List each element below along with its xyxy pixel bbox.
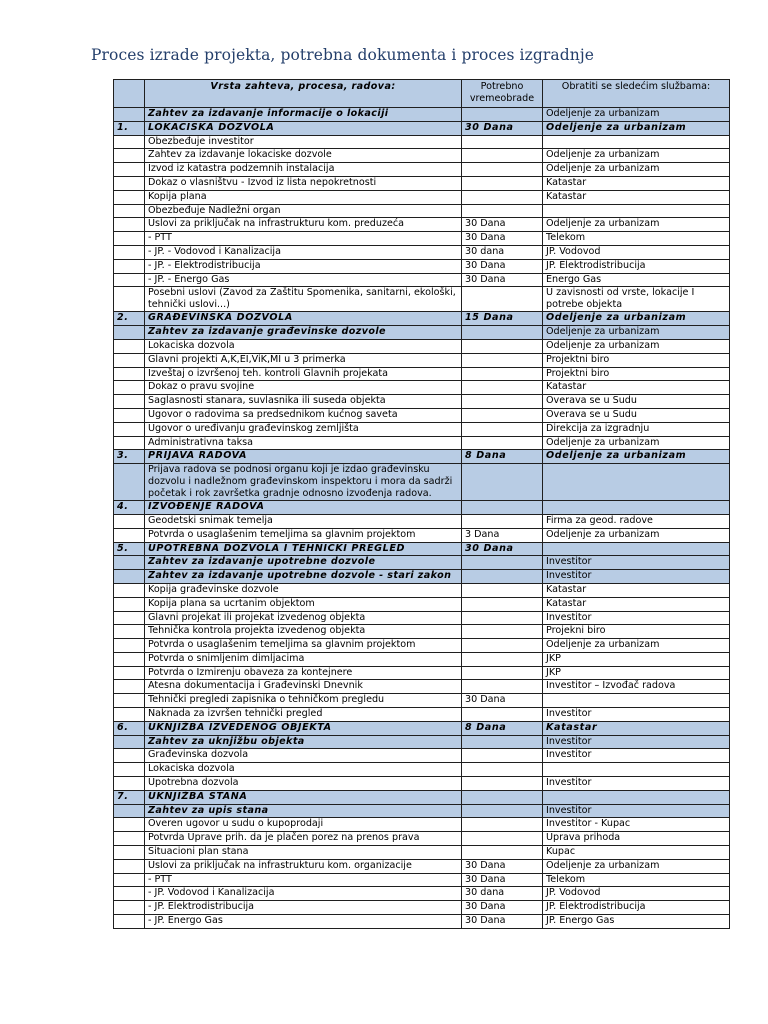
- cell-description: Uslovi za priključak na infrastrukturu kom. preduzeća: [145, 218, 462, 232]
- cell-time: 30 dana: [462, 887, 543, 901]
- cell-number: 6.: [114, 721, 145, 735]
- section-row: [114, 542, 730, 556]
- process-table: [113, 79, 730, 929]
- request-row: [114, 570, 730, 584]
- cell-office: Investitor: [543, 708, 730, 722]
- cell-time: [462, 680, 543, 694]
- cell-number: [114, 353, 145, 367]
- cell-office: Investitor: [543, 777, 730, 791]
- cell-number: [114, 859, 145, 873]
- cell-time: 15 Dana: [462, 312, 543, 326]
- cell-office: Direkcija za izgradnju: [543, 422, 730, 436]
- cell-office: [543, 542, 730, 556]
- cell-office: Telekom: [543, 232, 730, 246]
- cell-office: JKP: [543, 666, 730, 680]
- cell-description: Prijava radova se podnosi organu koji je izdao građevinsku dozvolu i nadležnom građevinskom inspektoru i mora da sadrži početak i rok završetka gradnje odnosno izvođenja radova.: [145, 464, 462, 501]
- request-row: [114, 556, 730, 570]
- cell-description: Situacioni plan stana: [145, 846, 462, 860]
- table-row: [114, 259, 730, 273]
- table-body: [114, 108, 730, 929]
- cell-description: Atesna dokumentacija i Građevinski Dnevnik: [145, 680, 462, 694]
- cell-time: [462, 846, 543, 860]
- cell-office: Katastar: [543, 597, 730, 611]
- request-row: [114, 735, 730, 749]
- table-row: [114, 818, 730, 832]
- cell-number: [114, 597, 145, 611]
- cell-number: [114, 273, 145, 287]
- cell-time: [462, 625, 543, 639]
- table-row: [114, 273, 730, 287]
- table-row: [114, 597, 730, 611]
- table-row: [114, 245, 730, 259]
- cell-number: [114, 326, 145, 340]
- cell-number: [114, 108, 145, 122]
- cell-office: [543, 204, 730, 218]
- section-row: [114, 790, 730, 804]
- cell-office: JP. Vodovod: [543, 245, 730, 259]
- cell-time: [462, 464, 543, 501]
- cell-description: Upotrebna dozvola: [145, 777, 462, 791]
- cell-time: [462, 749, 543, 763]
- cell-description: Dokaz o pravu svojine: [145, 381, 462, 395]
- cell-office: Odeljenje za urbanizam: [543, 163, 730, 177]
- section-row: [114, 501, 730, 515]
- cell-office: Overava se u Sudu: [543, 395, 730, 409]
- cell-number: 5.: [114, 542, 145, 556]
- cell-number: [114, 652, 145, 666]
- cell-description: Potvrda Uprave prih. da je plačen porez na prenos prava: [145, 832, 462, 846]
- cell-number: [114, 232, 145, 246]
- cell-number: 3.: [114, 450, 145, 464]
- cell-number: [114, 245, 145, 259]
- cell-office: [543, 135, 730, 149]
- cell-description: Zahtev za izdavanje lokaciske dozvole: [145, 149, 462, 163]
- cell-office: Odeljenje za urbanizam: [543, 450, 730, 464]
- cell-description: - JP. Elektrodistribucija: [145, 901, 462, 915]
- cell-office: Odeljenje za urbanizam: [543, 859, 730, 873]
- table-row: [114, 915, 730, 929]
- cell-description: Potvrda o snimljenim dimljacima: [145, 652, 462, 666]
- cell-time: [462, 597, 543, 611]
- table-row: [114, 666, 730, 680]
- cell-number: [114, 436, 145, 450]
- cell-office: Katastar: [543, 176, 730, 190]
- cell-office: Overava se u Sudu: [543, 408, 730, 422]
- cell-number: [114, 583, 145, 597]
- cell-number: [114, 818, 145, 832]
- cell-number: [114, 804, 145, 818]
- table-row: [114, 528, 730, 542]
- request-row: [114, 804, 730, 818]
- cell-number: 2.: [114, 312, 145, 326]
- cell-office: Odeljenje za urbanizam: [543, 326, 730, 340]
- section-row: [114, 121, 730, 135]
- cell-description: Uslovi za priključak na infrastrukturu kom. organizacije: [145, 859, 462, 873]
- cell-number: [114, 339, 145, 353]
- table-header-row: [114, 80, 730, 108]
- cell-time: [462, 353, 543, 367]
- cell-description: Glavni projekti A,K,EI,ViK,MI u 3 primerka: [145, 353, 462, 367]
- cell-number: 1.: [114, 121, 145, 135]
- table-row: [114, 832, 730, 846]
- cell-description: GRAĐEVINSKA DOZVOLA: [145, 312, 462, 326]
- cell-office: Energo Gas: [543, 273, 730, 287]
- header-number: [114, 80, 145, 108]
- cell-time: [462, 804, 543, 818]
- cell-number: [114, 408, 145, 422]
- cell-office: Katastar: [543, 381, 730, 395]
- cell-time: [462, 176, 543, 190]
- table-row: [114, 625, 730, 639]
- table-row: [114, 408, 730, 422]
- cell-description: UKNJIŽBA IZVEDENOG OBJEKTA: [145, 721, 462, 735]
- cell-description: PRIJAVA RADOVA: [145, 450, 462, 464]
- cell-office: JP. Energo Gas: [543, 915, 730, 929]
- cell-description: Zahtev za upis stana: [145, 804, 462, 818]
- cell-number: [114, 259, 145, 273]
- cell-description: UKNJIŽBA STANA: [145, 790, 462, 804]
- cell-time: [462, 339, 543, 353]
- cell-description: Kopija plana: [145, 190, 462, 204]
- cell-number: 7.: [114, 790, 145, 804]
- table-row: [114, 287, 730, 312]
- table-row: [114, 639, 730, 653]
- cell-time: 30 dana: [462, 245, 543, 259]
- cell-office: JKP: [543, 652, 730, 666]
- cell-office: Odeljenje za urbanizam: [543, 436, 730, 450]
- table-row: [114, 149, 730, 163]
- cell-office: [543, 464, 730, 501]
- cell-number: [114, 639, 145, 653]
- table-row: [114, 176, 730, 190]
- cell-office: Odeljenje za urbanizam: [543, 121, 730, 135]
- cell-number: [114, 163, 145, 177]
- cell-time: [462, 652, 543, 666]
- cell-office: Katastar: [543, 190, 730, 204]
- cell-description: - JP. - Vodovod i Kanalizacija: [145, 245, 462, 259]
- cell-office: Investitor: [543, 556, 730, 570]
- cell-time: [462, 611, 543, 625]
- cell-time: 30 Dana: [462, 859, 543, 873]
- cell-office: Odeljenje za urbanizam: [543, 108, 730, 122]
- cell-number: [114, 381, 145, 395]
- cell-office: Odeljenje za urbanizam: [543, 149, 730, 163]
- cell-description: Glavni projekat ili projekat izvedenog objekta: [145, 611, 462, 625]
- cell-description: - JP. - Elektrodistribucija: [145, 259, 462, 273]
- cell-office: Projekni biro: [543, 625, 730, 639]
- cell-time: [462, 367, 543, 381]
- cell-time: [462, 408, 543, 422]
- cell-time: [462, 135, 543, 149]
- cell-number: [114, 763, 145, 777]
- cell-number: [114, 528, 145, 542]
- cell-office: JP. Elektrodistribucija: [543, 259, 730, 273]
- cell-time: [462, 763, 543, 777]
- table-row: [114, 611, 730, 625]
- table-row: [114, 381, 730, 395]
- cell-time: [462, 501, 543, 515]
- cell-office: JP. Vodovod: [543, 887, 730, 901]
- cell-number: 4.: [114, 501, 145, 515]
- section-row: [114, 721, 730, 735]
- cell-number: [114, 204, 145, 218]
- cell-time: [462, 818, 543, 832]
- cell-description: - JP. Vodovod i Kanalizacija: [145, 887, 462, 901]
- cell-number: [114, 901, 145, 915]
- cell-number: [114, 887, 145, 901]
- section-row: [114, 312, 730, 326]
- request-row: [114, 108, 730, 122]
- table-row: [114, 422, 730, 436]
- cell-number: [114, 149, 145, 163]
- cell-description: - JP. - Energo Gas: [145, 273, 462, 287]
- cell-description: Potvrda o usaglašenim temeljima sa glavnim projektom: [145, 528, 462, 542]
- table-row: [114, 763, 730, 777]
- table-row: [114, 708, 730, 722]
- table-row: [114, 163, 730, 177]
- cell-description: - PTT: [145, 873, 462, 887]
- request-row: [114, 326, 730, 340]
- cell-time: [462, 163, 543, 177]
- cell-number: [114, 556, 145, 570]
- page-title: Proces izrade projekta, potrebna dokumenta i proces izgradnje: [91, 46, 595, 64]
- table-row: [114, 652, 730, 666]
- cell-description: Saglasnosti stanara, suvlasnika ili suseda objekta: [145, 395, 462, 409]
- header-description: Vrsta zahteva, procesa, radova:: [145, 80, 462, 108]
- cell-time: [462, 583, 543, 597]
- cell-time: 30 Dana: [462, 259, 543, 273]
- cell-office: [543, 694, 730, 708]
- cell-number: [114, 395, 145, 409]
- cell-description: UPOTREBNA DOZVOLA I TEHNIČKI PREGLED: [145, 542, 462, 556]
- cell-office: Kupac: [543, 846, 730, 860]
- cell-description: Potvrda o usaglašenim temeljima sa glavnim projektom: [145, 639, 462, 653]
- cell-number: [114, 287, 145, 312]
- cell-office: [543, 501, 730, 515]
- cell-description: Dokaz o vlasništvu - Izvod iz lista nepokretnosti: [145, 176, 462, 190]
- cell-time: 30 Dana: [462, 273, 543, 287]
- table-row: [114, 901, 730, 915]
- cell-office: Telekom: [543, 873, 730, 887]
- cell-number: [114, 190, 145, 204]
- cell-time: [462, 436, 543, 450]
- cell-office: Investitor: [543, 749, 730, 763]
- cell-description: Ugovor o uređivanju građevinskog zemljišta: [145, 422, 462, 436]
- cell-time: [462, 381, 543, 395]
- cell-time: [462, 790, 543, 804]
- cell-office: Katastar: [543, 721, 730, 735]
- cell-description: Zahtev za izdavanje upotrebne dozvole: [145, 556, 462, 570]
- cell-number: [114, 611, 145, 625]
- table-row: [114, 846, 730, 860]
- cell-office: Uprava prihoda: [543, 832, 730, 846]
- cell-number: [114, 367, 145, 381]
- table-row: [114, 436, 730, 450]
- cell-time: 8 Dana: [462, 450, 543, 464]
- cell-office: Odeljenje za urbanizam: [543, 339, 730, 353]
- cell-description: Overen ugovor u sudu o kupoprodaji: [145, 818, 462, 832]
- cell-time: [462, 204, 543, 218]
- cell-description: Kopija plana sa ucrtanim objektom: [145, 597, 462, 611]
- header-time: Potrebno vremeobrade: [462, 80, 543, 108]
- table-row: [114, 353, 730, 367]
- cell-time: 30 Dana: [462, 915, 543, 929]
- cell-office: Odeljenje za urbanizam: [543, 218, 730, 232]
- cell-description: Tehnički pregledi zapisnika o tehničkom pregledu: [145, 694, 462, 708]
- cell-time: [462, 777, 543, 791]
- cell-number: [114, 625, 145, 639]
- cell-time: [462, 570, 543, 584]
- table-row: [114, 514, 730, 528]
- table-row: [114, 367, 730, 381]
- cell-number: [114, 680, 145, 694]
- cell-description: Ugovor o radovima sa predsednikom kućnog saveta: [145, 408, 462, 422]
- cell-office: Odeljenje za urbanizam: [543, 312, 730, 326]
- cell-number: [114, 708, 145, 722]
- section-row: [114, 450, 730, 464]
- cell-time: [462, 735, 543, 749]
- cell-description: Obezbeđuje investitor: [145, 135, 462, 149]
- cell-office: U zavisnosti od vrste, lokacije I potrebe objekta: [543, 287, 730, 312]
- cell-number: [114, 464, 145, 501]
- cell-office: Projektni biro: [543, 367, 730, 381]
- cell-description: Građevinska dozvola: [145, 749, 462, 763]
- table-row: [114, 873, 730, 887]
- cell-number: [114, 666, 145, 680]
- table-row: [114, 204, 730, 218]
- cell-time: 30 Dana: [462, 873, 543, 887]
- cell-description: IZVOĐENJE RADOVA: [145, 501, 462, 515]
- table-row: [114, 680, 730, 694]
- cell-time: 30 Dana: [462, 121, 543, 135]
- cell-number: [114, 846, 145, 860]
- cell-description: LOKACISKA DOZVOLA: [145, 121, 462, 135]
- cell-time: 30 Dana: [462, 542, 543, 556]
- cell-office: Odeljenje za urbanizam: [543, 528, 730, 542]
- cell-time: [462, 190, 543, 204]
- cell-office: Firma za geod. radove: [543, 514, 730, 528]
- cell-time: [462, 108, 543, 122]
- cell-description: Zahtev za uknjižbu objekta: [145, 735, 462, 749]
- cell-time: [462, 422, 543, 436]
- cell-description: Tehnička kontrola projekta izvedenog objekta: [145, 625, 462, 639]
- table-row: [114, 749, 730, 763]
- cell-time: [462, 326, 543, 340]
- cell-number: [114, 915, 145, 929]
- table-row: [114, 777, 730, 791]
- cell-office: Investitor - Kupac: [543, 818, 730, 832]
- table-row: [114, 583, 730, 597]
- cell-number: [114, 777, 145, 791]
- cell-time: [462, 708, 543, 722]
- cell-time: 3 Dana: [462, 528, 543, 542]
- cell-office: JP. Elektrodistribucija: [543, 901, 730, 915]
- cell-time: 30 Dana: [462, 218, 543, 232]
- cell-description: Izvod iz katastra podzemnih instalacija: [145, 163, 462, 177]
- table-row: [114, 218, 730, 232]
- cell-number: [114, 735, 145, 749]
- table-row: [114, 694, 730, 708]
- cell-description: Zahtev za izdavanje građevinske dozvole: [145, 326, 462, 340]
- cell-office: Katastar: [543, 583, 730, 597]
- cell-number: [114, 832, 145, 846]
- cell-description: Posebni uslovi (Zavod za Zaštitu Spomenika, sanitarni, ekološki, tehnički uslovi...): [145, 287, 462, 312]
- cell-office: [543, 763, 730, 777]
- table-row: [114, 464, 730, 501]
- cell-description: Zahtev za izdavanje upotrebne dozvole - stari zakon: [145, 570, 462, 584]
- cell-number: [114, 694, 145, 708]
- cell-office: Investitor – Izvođač radova: [543, 680, 730, 694]
- cell-number: [114, 514, 145, 528]
- table-row: [114, 232, 730, 246]
- cell-office: Projektni biro: [543, 353, 730, 367]
- table-row: [114, 859, 730, 873]
- cell-office: [543, 790, 730, 804]
- cell-number: [114, 422, 145, 436]
- table-row: [114, 135, 730, 149]
- cell-number: [114, 570, 145, 584]
- cell-description: Potvrda o Izmirenju obaveza za kontejnere: [145, 666, 462, 680]
- cell-time: [462, 832, 543, 846]
- cell-time: [462, 287, 543, 312]
- cell-time: [462, 556, 543, 570]
- cell-description: Kopija građevinske dozvole: [145, 583, 462, 597]
- cell-time: 8 Dana: [462, 721, 543, 735]
- cell-description: Izveštaj o izvršenoj teh. kontroli Glavnih projekata: [145, 367, 462, 381]
- cell-description: Lokaciska dozvola: [145, 763, 462, 777]
- cell-description: Administrativna taksa: [145, 436, 462, 450]
- cell-description: - PTT: [145, 232, 462, 246]
- cell-number: [114, 218, 145, 232]
- cell-description: Lokaciska dozvola: [145, 339, 462, 353]
- cell-number: [114, 873, 145, 887]
- cell-number: [114, 749, 145, 763]
- cell-description: Obezbeđuje Nadležni organ: [145, 204, 462, 218]
- cell-office: Investitor: [543, 611, 730, 625]
- cell-description: Naknada za izvršen tehnički pregled: [145, 708, 462, 722]
- cell-time: 30 Dana: [462, 694, 543, 708]
- cell-office: Investitor: [543, 735, 730, 749]
- cell-number: [114, 135, 145, 149]
- cell-description: - JP. Energo Gas: [145, 915, 462, 929]
- table-row: [114, 395, 730, 409]
- table-row: [114, 190, 730, 204]
- cell-time: [462, 149, 543, 163]
- cell-time: [462, 514, 543, 528]
- cell-office: Investitor: [543, 570, 730, 584]
- cell-description: Zahtev za izdavanje informacije o lokaciji: [145, 108, 462, 122]
- header-office: Obratiti se sledećim službama:: [543, 80, 730, 108]
- cell-time: 30 Dana: [462, 901, 543, 915]
- cell-office: Investitor: [543, 804, 730, 818]
- cell-time: [462, 666, 543, 680]
- table-row: [114, 339, 730, 353]
- table-row: [114, 887, 730, 901]
- cell-time: [462, 639, 543, 653]
- cell-office: Odeljenje za urbanizam: [543, 639, 730, 653]
- cell-description: Geodetski snimak temelja: [145, 514, 462, 528]
- cell-time: 30 Dana: [462, 232, 543, 246]
- cell-number: [114, 176, 145, 190]
- cell-time: [462, 395, 543, 409]
